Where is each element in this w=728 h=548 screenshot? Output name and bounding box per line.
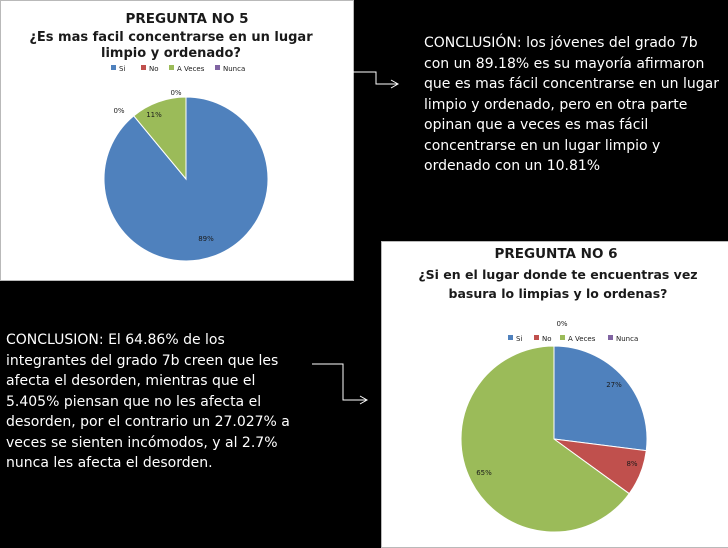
legend-swatch-a-veces <box>560 335 565 340</box>
legend-swatch-si <box>111 65 116 70</box>
data-label-nunca: 0% <box>170 89 182 97</box>
data-label-a-veces: 11% <box>146 111 162 119</box>
legend-label-si: Si <box>516 335 523 343</box>
legend-swatch-nunca <box>215 65 220 70</box>
data-label-no: 8% <box>626 460 638 468</box>
legend-swatch-no <box>141 65 146 70</box>
pie-slice-si <box>554 346 647 451</box>
chart-panel-pregunta-5 <box>0 0 354 281</box>
pie-chart-pregunta-5 <box>1 1 353 280</box>
conclusion-pregunta-5: CONCLUSIÓN: los jóvenes del grado 7b con un 89.18% es su mayoría afirmaron que es mas fácil concentrarse en un lugar limpio y ordenado, pero en otra parte opinan que a veces es mas fácil concentrarse en un lugar limpio y ordenado con un 10.81% <box>424 35 719 174</box>
legend-swatch-no <box>534 335 539 340</box>
legend-label-nunca: Nunca <box>616 335 639 343</box>
data-label-a-veces: 65% <box>476 469 492 477</box>
arrow-to-conclusion-top <box>347 72 398 88</box>
data-label-nunca: 0% <box>556 320 568 328</box>
conclusion-pregunta-6: CONCLUSION: El 64.86% de los integrantes del grado 7b creen que les afecta el desorden, mientras que el 5.405% piensan que no les afecta el desorden, por el contrario un 27.027% a veces se sienten incómodos, y al 2.7% nunca les afecta el desorden. <box>6 332 290 471</box>
chart-subtitle-line: ¿Si en el lugar donde te encuentras vez <box>418 267 698 282</box>
data-label-no: 0% <box>113 107 125 115</box>
legend-label-nunca: Nunca <box>223 65 246 73</box>
legend-swatch-a-veces <box>169 65 174 70</box>
chart-panel-pregunta-6 <box>381 241 728 548</box>
legend-label-no: No <box>149 65 159 73</box>
pie-chart-pregunta-6 <box>382 242 728 547</box>
legend-swatch-si <box>508 335 513 340</box>
legend-swatch-nunca <box>608 335 613 340</box>
chart-subtitle-line: limpio y ordenado? <box>101 46 241 61</box>
legend-label-a-veces: A Veces <box>568 335 596 343</box>
legend-label-si: Si <box>119 65 126 73</box>
legend-label-a-veces: A Veces <box>177 65 205 73</box>
data-label-si: 89% <box>198 235 214 243</box>
chart-title: PREGUNTA NO 5 <box>125 11 249 27</box>
chart-subtitle-line: ¿Es mas facil concentrarse en un lugar <box>29 30 313 45</box>
legend-label-no: No <box>542 335 552 343</box>
chart-subtitle-line: basura lo limpias y lo ordenas? <box>448 286 668 301</box>
chart-title: PREGUNTA NO 6 <box>494 246 618 262</box>
arrow-to-chart-6 <box>312 364 367 404</box>
data-label-si: 27% <box>606 381 622 389</box>
